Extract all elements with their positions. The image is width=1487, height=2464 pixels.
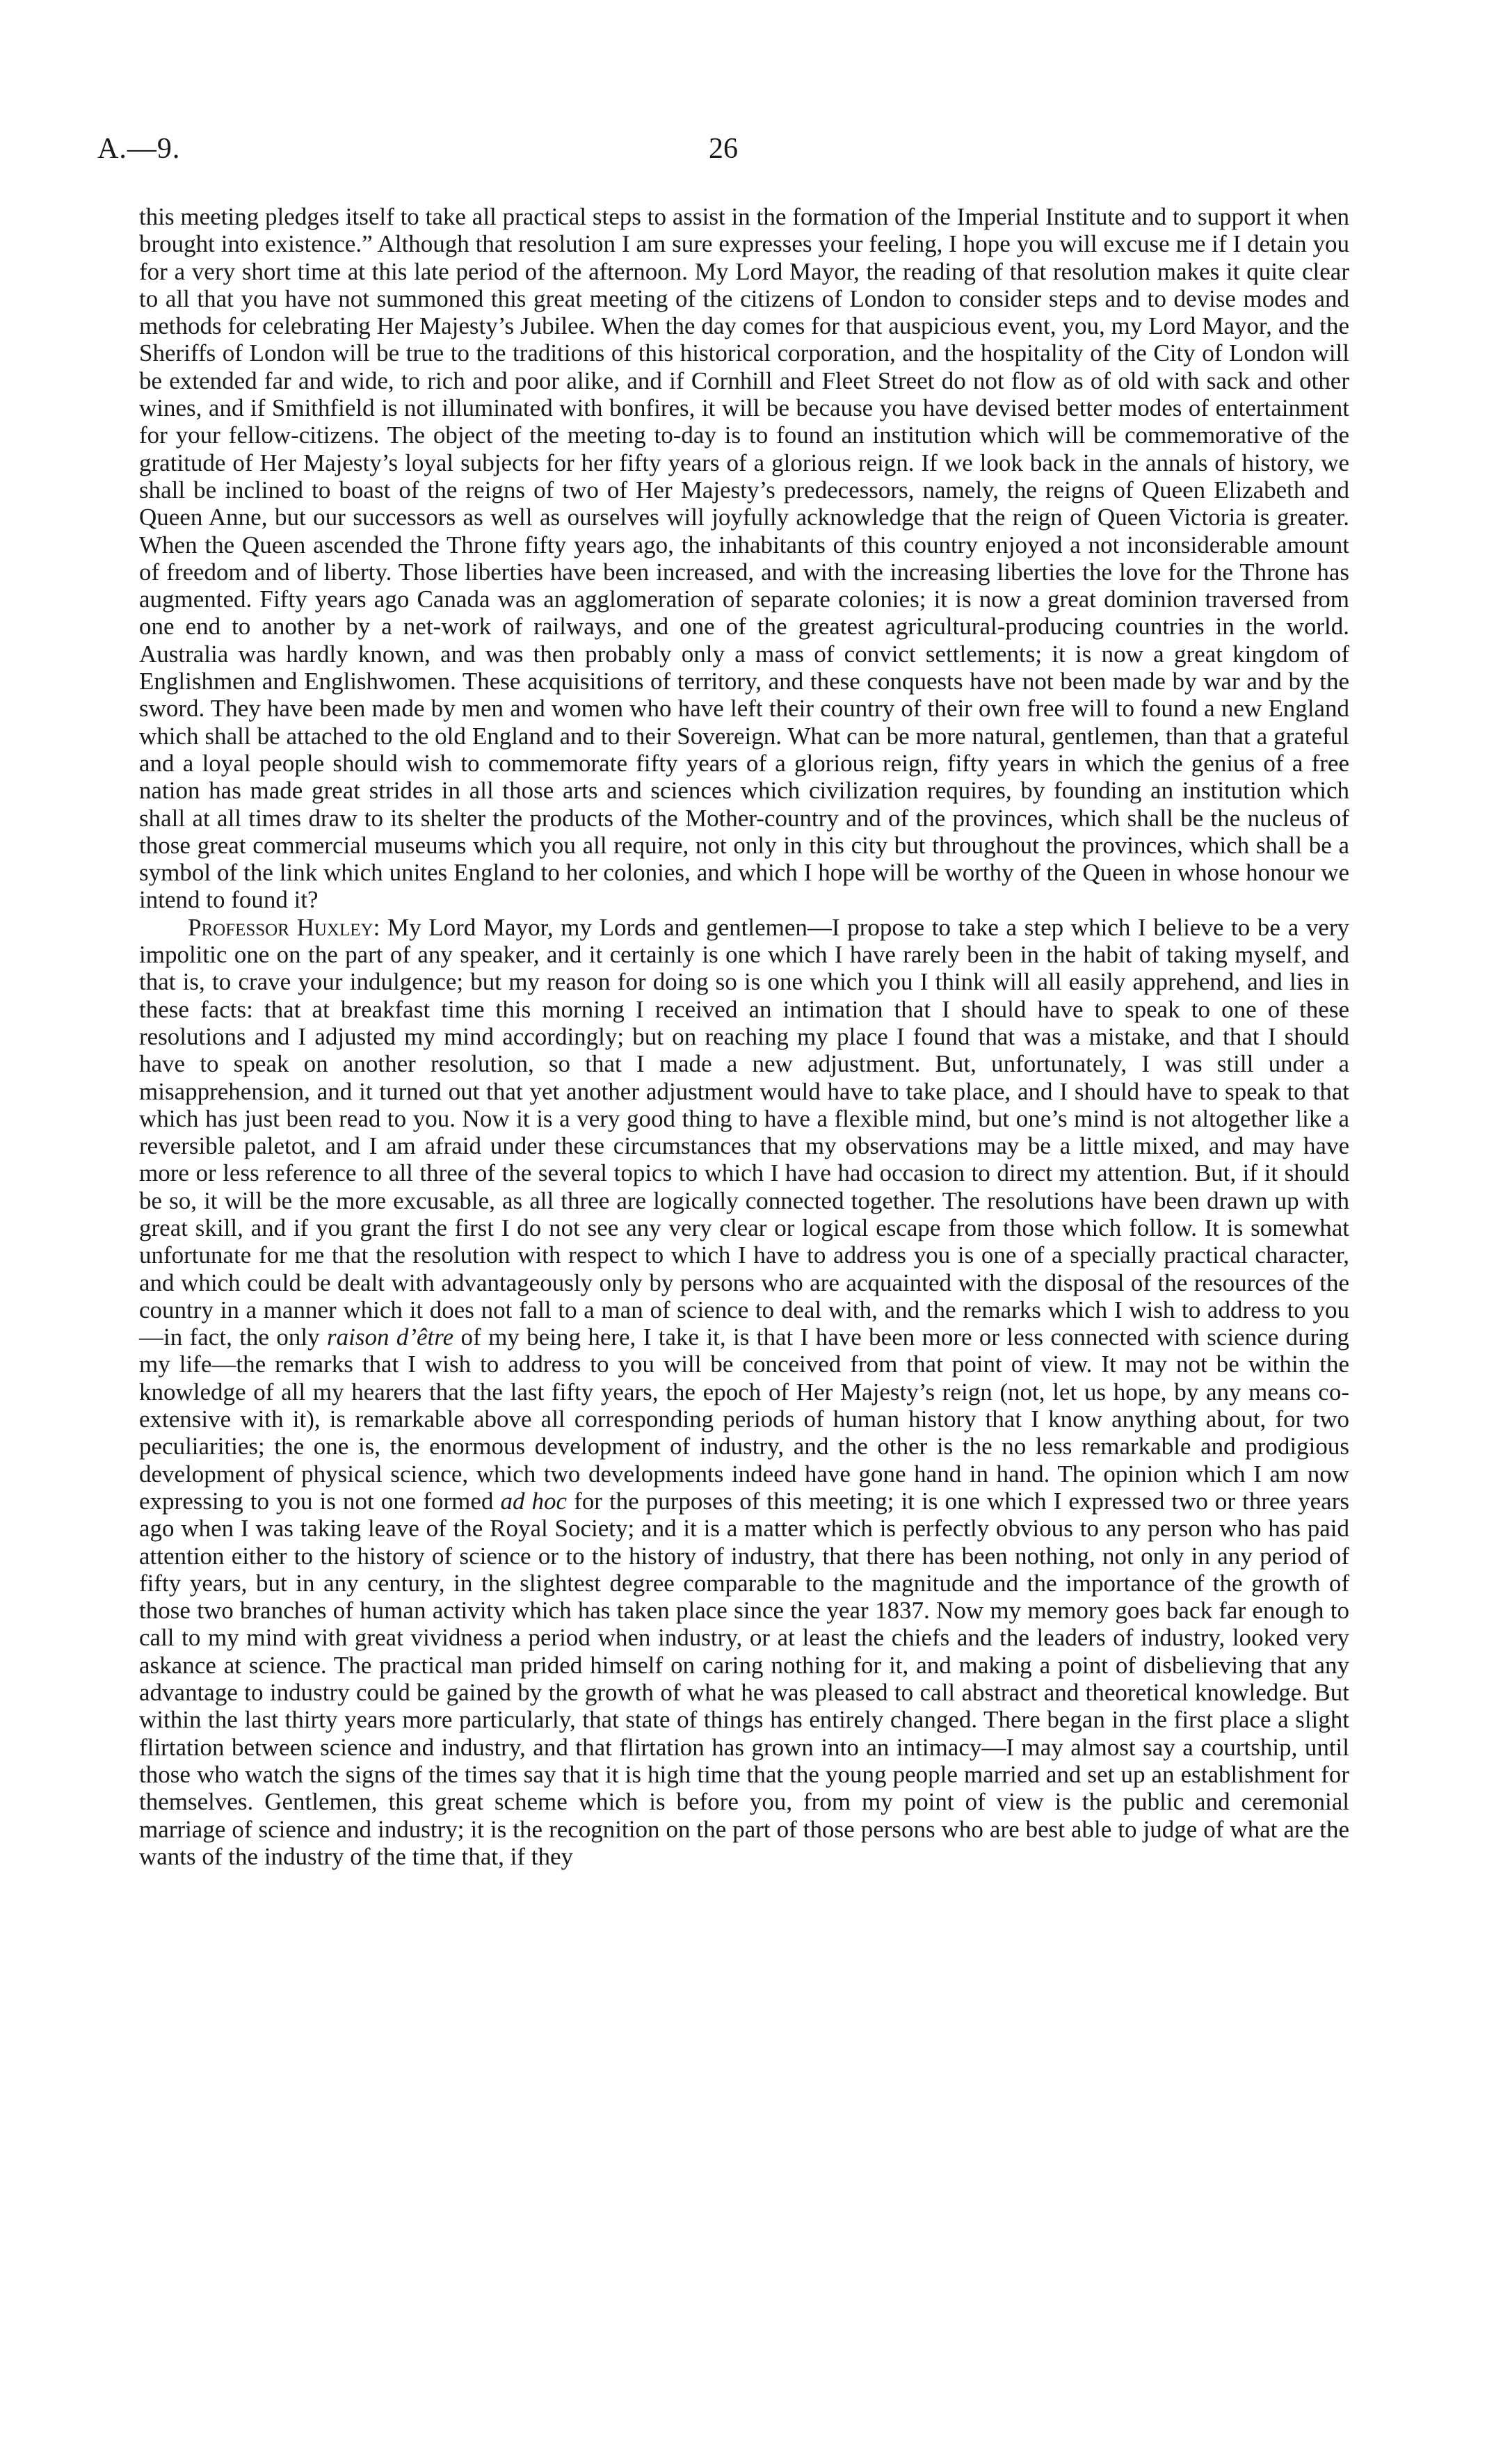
italic-phrase: ad hoc: [500, 1487, 568, 1515]
paragraph-text: for the purposes of this meeting; it is one which I expressed two or three years ago when I was taking leave of the Royal Society; and it is a matter which is perfectly obvious to any person who has paid attention either to the history of science or to the history of industry, that there has been nothing, not only in any period of fifty years, but in any century, in the slightest degree comparable to the magnitude and the importance of the growth of those two branches of human activity which has taken place since the year 1837. Now my memory goes back far enough to call to my mind with great vividness a period when industry, or at least the chiefs and the leaders of industry, looked very askance at science. The practical man prided himself on caring nothing for it, and making a point of disbelieving that any advantage to industry could be gained by the growth of what he was pleased to call abstract and theoretical knowledge. But within the last thirty years more particularly, that state of things has entirely changed. There began in the first place a slight flirtation between science and industry, and that flirtation has grown into an intimacy—I may almost say a courtship, until those who watch the signs of the times say that it is high time that the young people married and set up an establishment for themselves. Gentlemen, this great scheme which is before you, from my point of view is the public and ceremonial marriage of science and industry; it is the recognition on the part of those persons who are best able to judge of what are the wants of the industry of the time that, if they: [139, 1487, 1349, 1870]
page-number: 26: [709, 133, 738, 165]
paragraph-text: : My Lord Mayor, my Lords and gentlemen—I propose to take a step which I believe to be a very impolitic one on the part of any speaker, and it certainly is one which I have rarely been in the habit of taking myself, and that is, to crave your indulgence; but my reason for doing so is one which you I think will all easily apprehend, and lies in these facts: that at breakfast time this morning I received an intimation that I should have to speak to one of these resolutions and I adjusted my mind accordingly; but on reaching my place I found that was a mistake, and that I should have to speak on another resolution, so that I made a new adjustment. But, unfortunately, I was still under a misapprehension, and it turned out that yet another adjustment would have to take place, and I should have to speak to that which has just been read to you. Now it is a very good thing to have a flexible mind, but one’s mind is not altogether like a reversible paletot, and I am afraid under these circumstances that my observations may be a little mixed, and may have more or less reference to all three of the several topics to which I have had occasion to direct my attention. But, if it should be so, it will be the more excusable, as all three are logically connected together. The resolutions have been drawn up with great skill, and if you grant the first I do not see any very clear or logical escape from those which follow. It is somewhat unfortunate for me that the resolution with respect to which I have to address you is one of a specially practical character, and which could be dealt with advantageously only by persons who are acquainted with the disposal of the resources of the country in a manner which it does not fall to a man of science to deal with, and the remarks which I wish to address to you—in fact, the only: [139, 913, 1350, 1351]
document-reference: A.—9.: [97, 133, 181, 165]
page-header: [97, 132, 1349, 174]
italic-phrase: raison d’être: [326, 1323, 454, 1351]
body-text: [139, 203, 1349, 1870]
speaker-name: Professor Huxley: [188, 913, 373, 941]
paragraph: [139, 914, 1349, 1870]
paragraph-text: this meeting pledges itself to take all practical steps to assist in the formation of the Imperial Institute and to support it when brought into existence.” Although that resolution I am sure expresses your feeling, I hope you will excuse me if I detain you for a very short time at this late period of the afternoon. My Lord Mayor, the reading of that resolution makes it quite clear to all that you have not summoned this great meeting of the citizens of London to consider steps and to devise modes and methods for celebrating Her Majesty’s Jubilee. When the day comes for that auspicious event, you, my Lord Mayor, and the Sheriffs of London will be true to the traditions of this historical corporation, and the hospitality of the City of London will be extended far and wide, to rich and poor alike, and if Cornhill and Fleet Street do not flow as of old with sack and other wines, and if Smithfield is not illuminated with bonfires, it will be because you have devised better modes of entertainment for your fellow-citizens. The object of the meeting to-day is to found an institution which will be commemorative of the gratitude of Her Majesty’s loyal subjects for her fifty years of a glorious reign. If we look back in the annals of history, we shall be inclined to boast of the reigns of two of Her Majesty’s predecessors, namely, the reigns of Queen Elizabeth and Queen Anne, but our successors as well as ourselves will joyfully acknowledge that the reign of Queen Victoria is greater. When the Queen ascended the Throne fifty years ago, the inhabitants of this country enjoyed a not inconsiderable amount of freedom and of liberty. Those liberties have been increased, and with the increasing liberties the love for the Throne has augmented. Fifty years ago Canada was an agglomeration of separate colonies; it is now a great dominion traversed from one end to another by a net-work of railways, and one of the greatest agricultural-producing countries in the world. Australia was hardly known, and was then probably only a mass of convict settlements; it is now a great kingdom of Englishmen and Englishwomen. These acquisitions of territory, and these conquests have not been made by war and by the sword. They have been made by men and women who have left their country of their own free will to found a new England which shall be attached to the old England and to their Sovereign. What can be more natural, gentlemen, than that a grateful and a loyal people should wish to commemorate fifty years of a glorious reign, fifty years in which the genius of a free nation has made great strides in all those arts and sciences which civilization requires, by founding an institution which shall at all times draw to its shelter the products of the Mother-country and of the provinces, which shall be the nucleus of those great commercial museums which you all require, not only in this city but throughout the provinces, which shall be a symbol of the link which unites England to her colonies, and which I hope will be worthy of the Queen in whose honour we intend to found it?: [139, 203, 1349, 914]
paragraph-text: of my being here, I take it, is that I have been more or less connected with science during my life—the remarks that I wish to address to you will be conceived from that point of view. It may not be within the knowledge of all my hearers that the last fifty years, the epoch of Her Majesty’s reign (not, let us hope, by any means co-extensive with it), is remarkable above all corresponding periods of human history that I know anything about, for two peculiarities; the one is, the enormous development of industry, and the other is the no less remarkable and prodigious development of physical science, which two developments indeed have gone hand in hand. The opinion which I am now expressing to you is not one formed: [139, 1323, 1349, 1515]
paragraph: [139, 203, 1349, 914]
